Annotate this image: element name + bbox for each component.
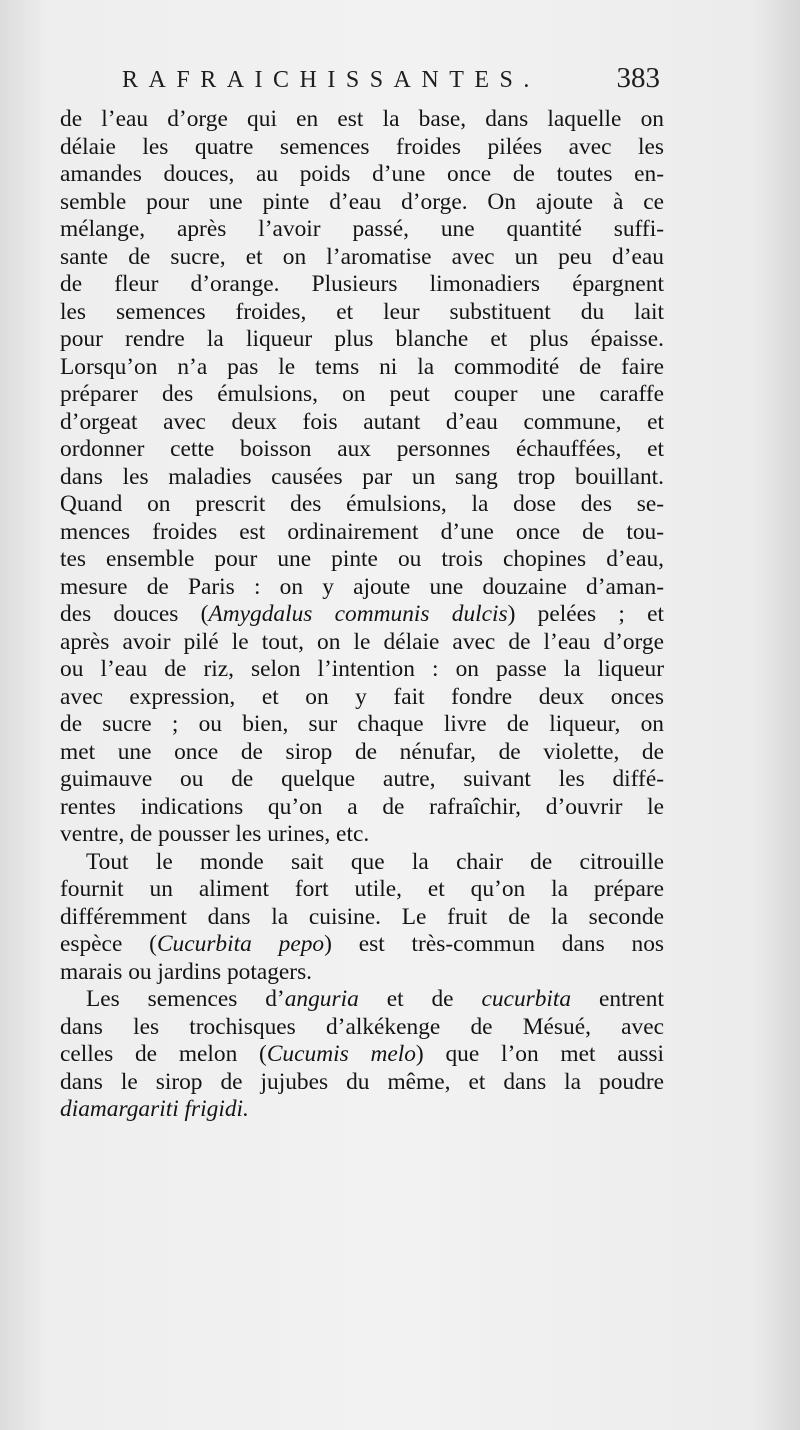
- page-number: 383: [616, 62, 660, 94]
- text-line: ordonner cette boisson aux personnes échauffées, et: [60, 436, 664, 462]
- text-line: dans les maladies causées par un sang trop bouillant.: [60, 463, 664, 490]
- text-line: [60, 986, 664, 1014]
- text-line: semble pour une pinte d’eau d’orge. On ajoute à ce: [60, 188, 664, 215]
- text-line: mélange, après l’avoir passé, une quantité suffi-: [60, 216, 664, 242]
- text-line: d’orgeat avec deux fois autant d’eau commune, et: [60, 408, 664, 435]
- text-line: ventre, de pousser les urines, etc.: [60, 821, 370, 847]
- text-line: préparer des émulsions, on peut couper une caraffe: [60, 381, 664, 407]
- text-run: espèce (: [60, 931, 157, 957]
- text-line: mesure de Paris : on y ajoute une douzaine d’aman-: [60, 573, 664, 600]
- text-line: dans les trochisques d’alkékenge de Mésué, avec: [60, 1013, 664, 1040]
- text-run: entrent: [571, 986, 664, 1012]
- text-line: fournit un aliment fort utile, et qu’on la prépare: [60, 876, 664, 902]
- text-run: et de: [358, 986, 482, 1012]
- body-text: [60, 106, 664, 1124]
- text-line: de l’eau d’orge qui en est la base, dans laquelle on: [60, 106, 664, 132]
- text-line: de sucre ; ou bien, sur chaque livre de liqueur, on: [60, 711, 664, 737]
- page-header: [122, 62, 660, 95]
- text-line: avec expression, et on y fait fondre deux onces: [60, 683, 664, 710]
- text-run: ) que l’on met aussi: [415, 1041, 665, 1067]
- text-run: celles de melon (: [60, 1041, 267, 1067]
- text-line: Lorsqu’on n’a pas le tems ni la commodité de faire: [60, 353, 664, 380]
- text-run: des douces (: [60, 601, 209, 627]
- text-line: mences froides est ordinairement d’une once de tou-: [60, 518, 664, 545]
- text-run: ) pelées ; et: [507, 601, 664, 627]
- text-line: [60, 931, 664, 959]
- text-line: sante de sucre, et on l’aromatise avec un peu d’eau: [60, 243, 664, 270]
- text-line: Quand on prescrit des émulsions, la dose des se-: [60, 491, 664, 517]
- text-line: ou l’eau de riz, selon l’intention : on passe la liqueur: [60, 656, 664, 682]
- text-line: met une once de sirop de nénufar, de violette, de: [60, 738, 664, 765]
- running-head: RAFRAICHISSANTES.: [122, 67, 540, 93]
- text-line: pour rendre la liqueur plus blanche et plus épaisse.: [60, 326, 664, 352]
- latin-name: Amygdalus communis dulcis: [208, 601, 508, 627]
- text-line: rentes indications qu’on a de rafraîchir, d’ouvrir le: [60, 793, 664, 820]
- text-run: Les semences d’: [86, 986, 285, 1012]
- text-line: marais ou jardins potagers.: [60, 958, 313, 985]
- text-line: différemment dans la cuisine. Le fruit de la seconde: [60, 903, 664, 930]
- latin-name: cucurbita: [481, 986, 572, 1012]
- text-line: après avoir pilé le tout, on le délaie avec de l’eau d’orge: [60, 628, 664, 655]
- latin-name: Cucurbita pepo: [156, 931, 325, 957]
- text-run: ) est très-commun dans nos: [324, 931, 665, 957]
- text-line: amandes douces, au poids d’une once de toutes en-: [60, 161, 664, 187]
- latin-name: anguria: [284, 986, 359, 1012]
- text-line: diamargariti frigidi.: [60, 1096, 249, 1122]
- text-line: Tout le monde sait que la chair de citrouille: [86, 848, 664, 875]
- text-line: délaie les quatre semences froides pilées avec les: [60, 133, 664, 160]
- text-line: dans le sirop de jujubes du même, et dans la poudre: [60, 1068, 664, 1095]
- text-line: les semences froides, et leur substituent du lait: [60, 298, 664, 325]
- text-line: tes ensemble pour une pinte ou trois chopines d’eau,: [60, 546, 664, 572]
- text-line: [60, 1041, 664, 1069]
- latin-name: Cucumis melo: [266, 1041, 416, 1067]
- text-line: de fleur d’orange. Plusieurs limonadiers épargnent: [60, 271, 664, 297]
- text-line: guimauve ou de quelque autre, suivant les diffé-: [60, 766, 664, 792]
- text-line: [60, 601, 664, 629]
